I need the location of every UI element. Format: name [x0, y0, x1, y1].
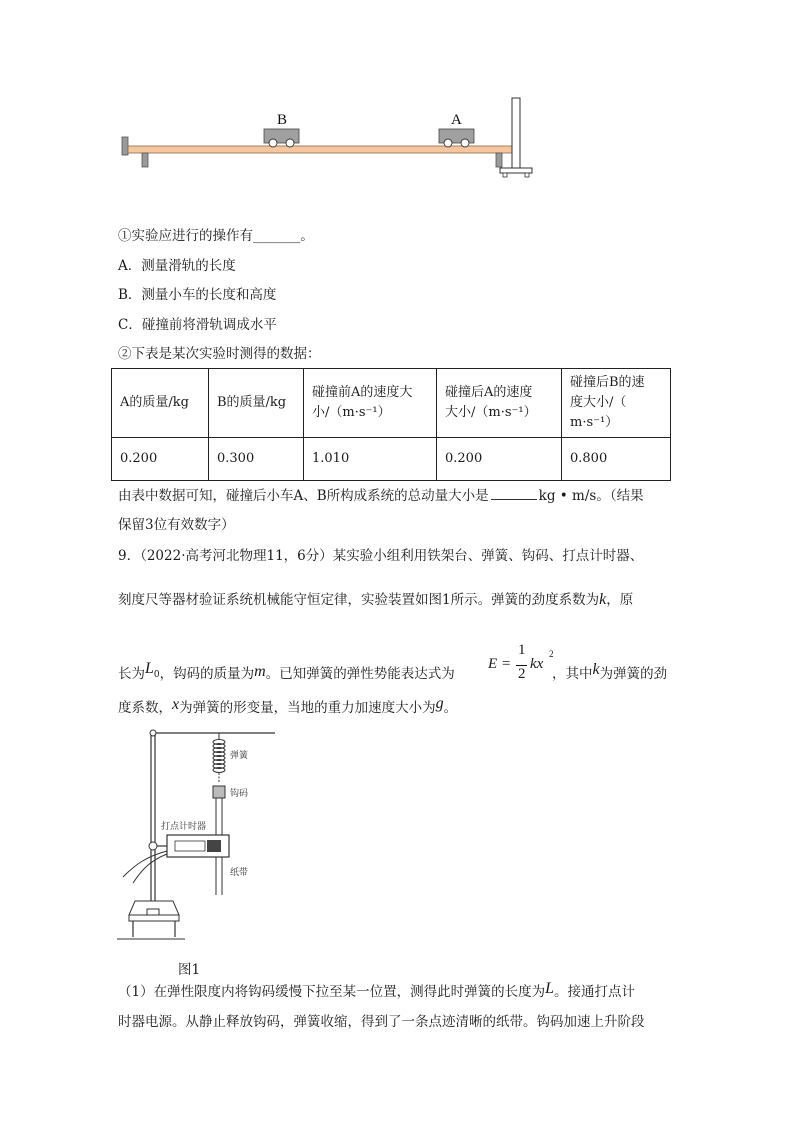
part1-line1: （1）在弹性限度内将钩码缓慢下拉至某一位置，测得此时弹簧的长度为L。接通打点计 [118, 980, 635, 1000]
figure1-apparatus [115, 725, 285, 955]
header-cell: 碰撞后A的速度 大小/（m·s⁻¹） [437, 369, 562, 438]
cart-b-label: B [277, 112, 288, 128]
spring [213, 740, 225, 773]
weight-label: 钩码 [230, 789, 249, 799]
problem9-line3-right: ，其中k为弹簧的劲 [552, 661, 668, 682]
cart-b [264, 129, 299, 147]
table-cell: 0.200 [112, 438, 209, 481]
part1-line2: 时器电源。从静止释放钩码，弹簧收缩，得到了一条点迹清晰的纸带。钩码加速上升阶段 [118, 1014, 645, 1030]
rail [128, 146, 513, 153]
momentum-question: 由表中数据可知，碰撞后小车A、B所构成系统的总动量大小是 kg • m/s。（结果 [118, 485, 644, 506]
data-table [111, 368, 671, 481]
tape-label: 纸带 [230, 868, 249, 878]
left-stopper [122, 137, 128, 155]
problem9-line3: 长为$L_0$，钩码的质量为m。已知弹簧的弹性势能表达式为 [118, 660, 455, 682]
momentum-question-cont: 保留3位有效数字） [118, 517, 235, 533]
weight [213, 786, 225, 798]
problem9-line4: 度系数，x为弹簧的形变量，当地的重力加速度大小为g。 [118, 695, 458, 716]
right-post [512, 98, 520, 170]
cart-a-label: A [451, 112, 462, 128]
left-foot [142, 153, 148, 167]
cart-a [439, 129, 474, 147]
figure1-caption: 图1 [178, 962, 201, 978]
q1-text: ①实验应进行的操作有_______。 [118, 228, 314, 244]
spring-label: 弹簧 [230, 751, 249, 761]
table-cell: 0.300 [209, 438, 304, 481]
table-cell: 0.800 [562, 438, 671, 481]
table-cell: 0.200 [437, 438, 562, 481]
track-figure [115, 90, 535, 190]
q1-option-c: C．碰撞前将滑轨调成水平 [118, 317, 277, 333]
right-base [500, 168, 532, 173]
problem9-line2: 刻度尺等器材验证系统机械能守恒定律，实验装置如图1所示。弹簧的劲度系数为k，原 [118, 591, 634, 608]
right-foot [496, 153, 502, 167]
answer-blank [491, 485, 537, 500]
problem9-line1: 9．（2022·高考河北物理11，6分）某实验小组利用铁架台、弹簧、钩码、打点计时器、 [118, 548, 644, 564]
q1-option-b: B．测量小车的长度和高度 [118, 287, 277, 303]
q1-option-a: A．测量滑轨的长度 [118, 258, 236, 274]
table-header-row [112, 369, 671, 438]
header-cell: 碰撞前A的速度大 小/（m·s⁻¹） [304, 369, 437, 438]
table-row [112, 438, 671, 481]
header-cell: A的质量/kg [112, 369, 209, 438]
table-cell: 1.010 [304, 438, 437, 481]
q2-text: ②下表是某次实验时测得的数据： [118, 346, 321, 362]
header-cell: 碰撞后B的速 度大小/（ m·s⁻¹） [562, 369, 671, 438]
header-cell: B的质量/kg [209, 369, 304, 438]
timer-label: 打点计时器 [161, 822, 207, 832]
